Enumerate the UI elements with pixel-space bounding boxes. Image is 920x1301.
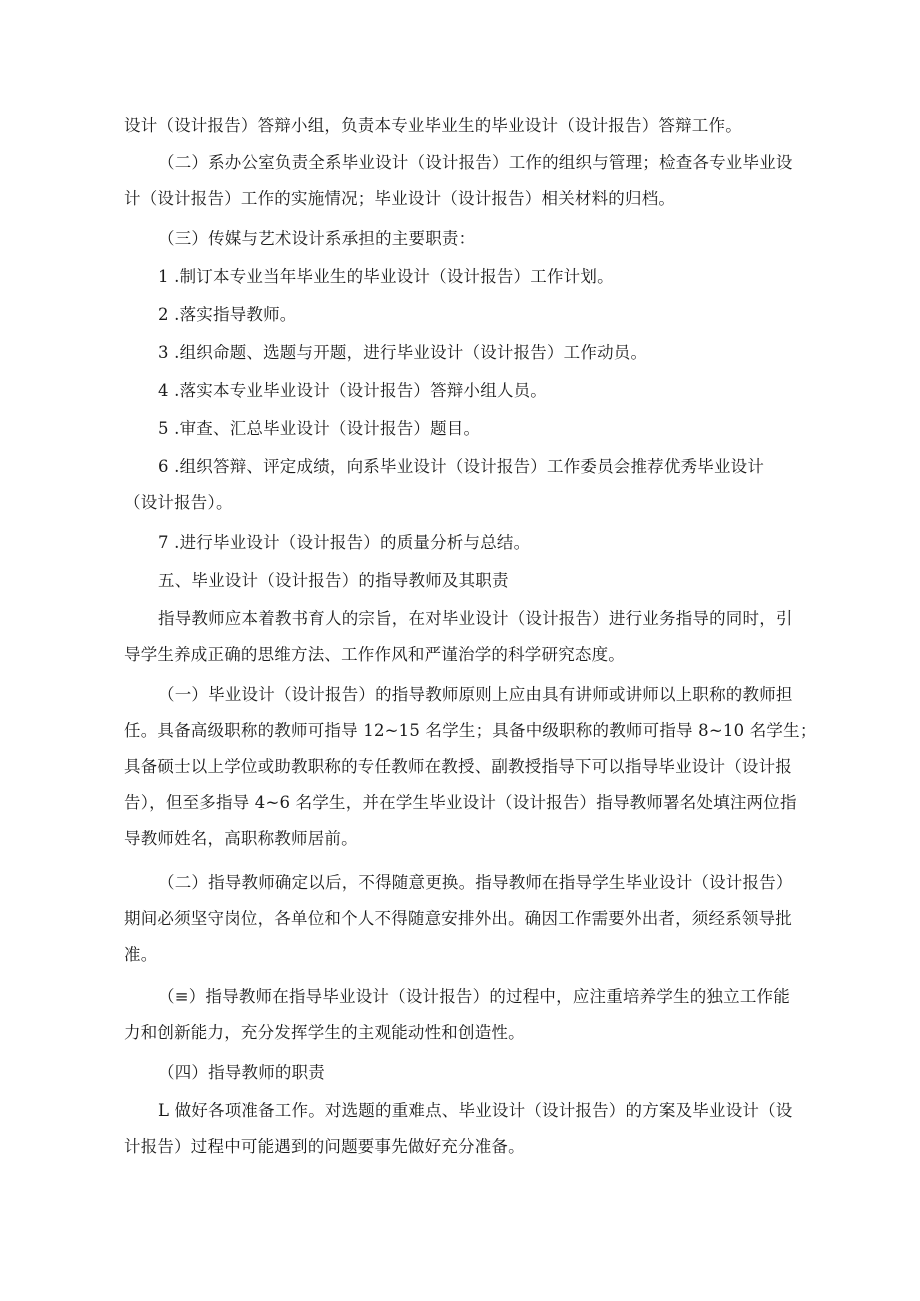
text-line: 4 .落实本专业毕业设计（设计报告）答辩小组人员。 (158, 381, 547, 400)
text-line: （一）毕业设计（设计报告）的指导教师原则上应由具有讲师或讲师以上职称的教师担 (158, 685, 793, 704)
text-line: 1 .制订本专业当年毕业生的毕业设计（设计报告）工作计划。 (158, 267, 614, 286)
list-item-6 (124, 449, 814, 521)
list-item-2 (124, 297, 814, 333)
text-line: 力和创新能力，充分发挥学生的主观能动性和创造性。 (124, 1023, 525, 1042)
text-line: 6 .组织答辩、评定成绩，向系毕业设计（设计报告）工作委员会推荐优秀毕业设计 (158, 457, 765, 476)
text-line: 具备硕士以上学位或助教职称的专任教师在教授、副教授指导下可以指导毕业设计（设计报 (124, 757, 792, 776)
text-line: （二）系办公室负责全系毕业设计（设计报告）工作的组织与管理；检查各专业毕业设 (158, 153, 793, 172)
text-line: 设计（设计报告）答辩小组，负责本专业毕业生的毕业设计（设计报告）答辩工作。 (124, 116, 742, 135)
list-item-4 (124, 373, 814, 409)
text-line: （二）指导教师确定以后，不得随意更换。指导教师在指导学生毕业设计（设计报告） (158, 873, 793, 892)
list-item-1 (124, 259, 814, 295)
paragraph-preparation (124, 1093, 814, 1165)
text-line: 导学生养成正确的思维方法、工作作风和严谨治学的科学研究态度。 (124, 645, 625, 664)
text-line: 2 .落实指导教师。 (158, 305, 297, 324)
paragraph-no-change (124, 865, 814, 973)
text-line: 任。具备高级职称的教师可指导 12~15 名学生；具备中级职称的教师可指导 8~10 名学生； (124, 721, 817, 740)
text-line: 计（设计报告）工作的实施情况；毕业设计（设计报告）相关材料的归档。 (124, 189, 676, 208)
text-line: 期间必须坚守岗位，各单位和个人不得随意安排外出。确因工作需要外出者，须经系领导批 (124, 909, 792, 928)
text-line: （四）指导教师的职责 (158, 1063, 325, 1082)
text-line: 告），但至多指导 4~6 名学生，并在学生毕业设计（设计报告）指导教师署名处填注两位指 (124, 793, 797, 812)
paragraph-1 (124, 108, 814, 144)
paragraph-cultivate (124, 979, 814, 1051)
text-line: （设计报告）。 (124, 493, 233, 512)
paragraph-intro (124, 601, 814, 673)
paragraph-2 (124, 145, 814, 217)
text-line: （三）传媒与艺术设计系承担的主要职责： (158, 229, 476, 248)
text-line: 导教师姓名，高职称教师居前。 (124, 829, 358, 848)
paragraph-qualification (124, 677, 817, 857)
paragraph-duties-heading (124, 1055, 814, 1091)
text-line: （≡）指导教师在指导毕业设计（设计报告）的过程中，应注重培养学生的独立工作能 (158, 987, 790, 1006)
text-line: 7 .进行毕业设计（设计报告）的质量分析与总结。 (158, 533, 531, 552)
list-item-7 (124, 525, 814, 561)
text-line: 计报告）过程中可能遇到的问题要事先做好充分准备。 (124, 1137, 525, 1156)
text-line: 5 .审查、汇总毕业设计（设计报告）题目。 (158, 419, 481, 438)
section-heading (124, 563, 814, 599)
text-line: 准。 (124, 945, 158, 964)
list-item-3 (124, 335, 814, 371)
text-line: 指导教师应本着教书育人的宗旨，在对毕业设计（设计报告）进行业务指导的同时，引 (158, 609, 793, 628)
list-item-5 (124, 411, 814, 447)
text-line: L 做好各项准备工作。对选题的重难点、毕业设计（设计报告）的方案及毕业设计（设 (158, 1101, 793, 1120)
heading-line: 五、毕业设计（设计报告）的指导教师及其职责 (158, 571, 509, 590)
text-line: 3 .组织命题、选题与开题，进行毕业设计（设计报告）工作动员。 (158, 343, 648, 362)
paragraph-3 (124, 221, 814, 257)
